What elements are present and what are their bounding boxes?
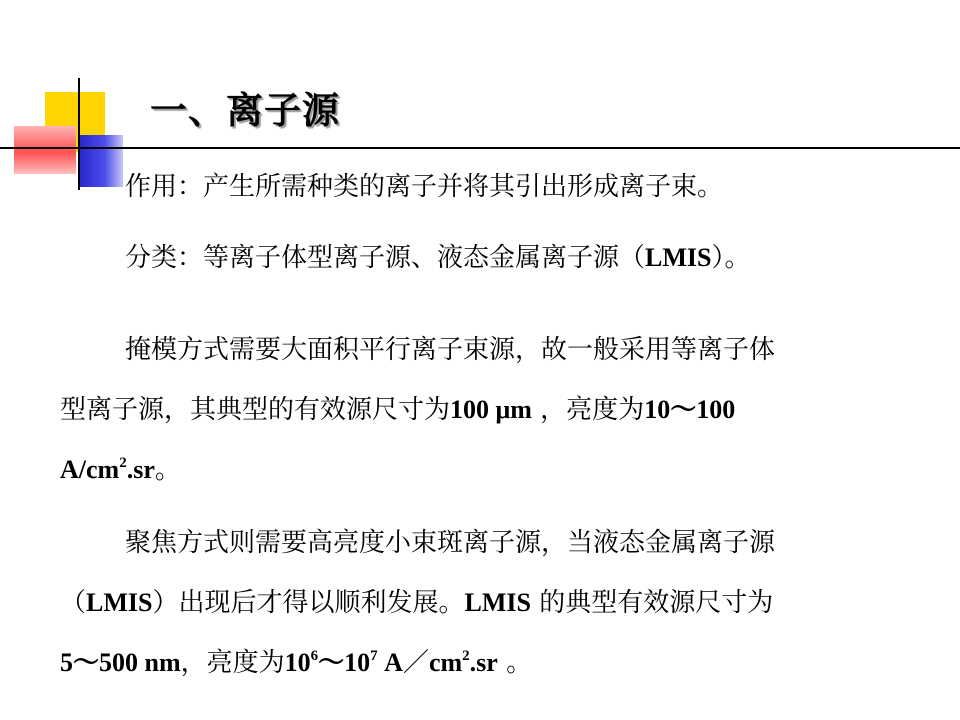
classification-text-a: 分类：等离子体型离子源、液态金属离子源（ (125, 243, 646, 273)
masking-brightness: 10～100 (644, 395, 736, 424)
title-divider-line (0, 147, 960, 149)
decor-blue-square (78, 135, 123, 187)
classification-line (125, 243, 751, 273)
focusing-text-3a: ，亮度为 (180, 648, 285, 678)
slide-title: 一、离子源 (150, 88, 340, 132)
masking-text-2b: ，亮度为 (531, 395, 645, 425)
focusing-unit-cm: cm (428, 648, 463, 677)
masking-line-2 (60, 395, 735, 425)
decor-red-square (14, 126, 76, 174)
focusing-b1-base: 10 (284, 648, 311, 677)
role-text: 作用：产生所需种类的离子并将其引出形成离子束。 (125, 172, 724, 202)
masking-text-2a: 型离子源，其典型的有效源尺寸为 (60, 395, 451, 425)
masking-unit-sr: .sr (126, 455, 155, 484)
masking-unit-exponent: 2 (119, 455, 127, 471)
masking-text-1: 掩模方式需要大面积平行离子束源，故一般采用等离子体 (125, 335, 776, 365)
decor-vertical-line (78, 78, 80, 190)
masking-end: 。 (154, 455, 181, 485)
focusing-slash: ／ (402, 648, 429, 678)
focusing-abbr-2: LMIS (464, 588, 531, 617)
focusing-unit-a: A (377, 648, 403, 677)
focusing-tilde: ～ (318, 648, 345, 677)
focusing-text-1: 聚焦方式则需要高亮度小束斑离子源，当液态金属离子源 (125, 528, 776, 558)
focusing-line-3 (60, 648, 532, 678)
classification-abbr: LMIS (645, 243, 712, 272)
focusing-text-2c: 的典型有效源尺寸为 (530, 588, 774, 618)
focusing-line-2 (60, 588, 773, 618)
focusing-b1-exponent: 6 (310, 648, 319, 664)
masking-line-3 (60, 455, 181, 485)
focusing-abbr-1: LMIS (86, 588, 153, 617)
focusing-end: 。 (497, 648, 533, 678)
focusing-unit-exponent: 2 (462, 648, 470, 664)
masking-line-1 (125, 335, 775, 365)
focusing-text-2a: （ (60, 588, 87, 618)
focusing-b2-base: 10 (344, 648, 371, 677)
focusing-line-1 (125, 528, 775, 558)
focusing-unit-sr: .sr (469, 648, 498, 677)
focusing-b2-exponent: 7 (370, 648, 378, 664)
classification-text-b: ）。 (711, 243, 751, 273)
focusing-text-2b: ）出现后才得以顺利发展。 (152, 588, 465, 618)
masking-unit-base: A/cm (60, 455, 120, 484)
focusing-size: 5～500 nm (60, 648, 181, 677)
masking-size: 100 μm (450, 395, 532, 424)
role-line (125, 172, 723, 202)
